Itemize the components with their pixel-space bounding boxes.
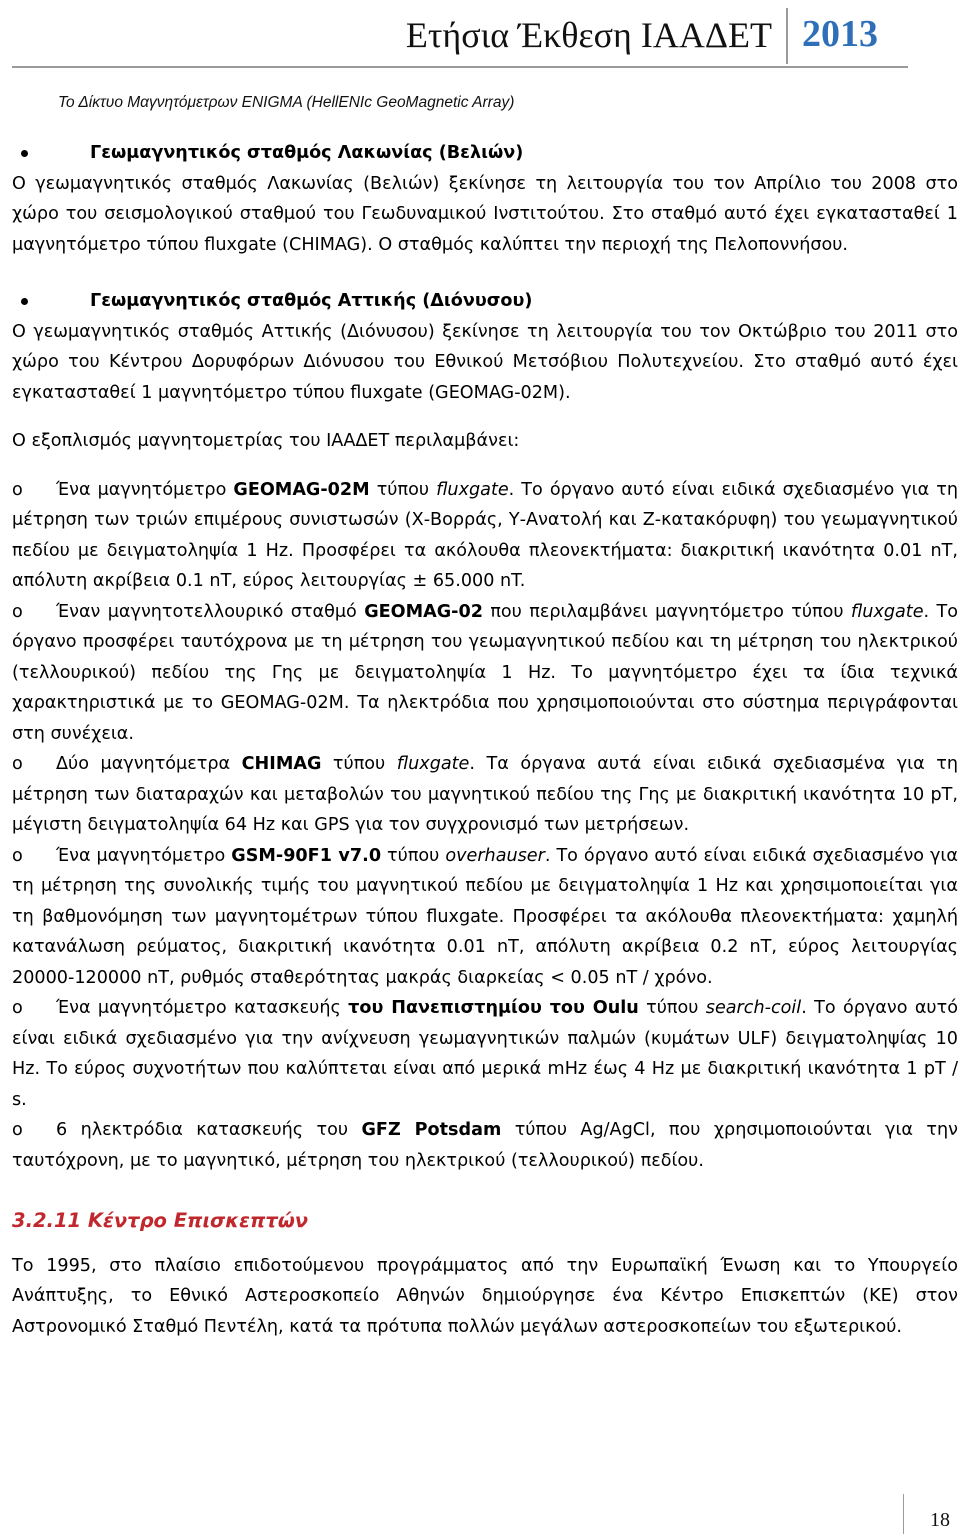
- station-attica-text: Ο γεωμαγνητικός σταθμός Αττικής (Διόνυσου) ξεκίνησε τη λειτουργία του τον Οκτώβριο του 2011 στο χώρο του Κέντρου Δορυφόρων Διόνυσου του Εθνικού Μετσόβιου Πολυτεχνείου. Στο σταθμό αυτό έχει εγκατασταθεί 1 μαγνητόμετρο τύπου fluxgate (GEOMAG-02M).: [12, 321, 958, 403]
- list-marker: o: [12, 479, 23, 500]
- equipment-item: o Ένα μαγνητόμετρο GSM-90F1 v7.0 τύπου overhauser. Το όργανο αυτό είναι ειδικά σχεδιασμένο για τη μέτρηση της συνολικής τιμής του μαγνητικού πεδίου με δειγματοληψία 1 Hz και χρησιμοποιείται για τη βαθμονόμηση των μαγνητομέτρων τύπου fluxgate. Προσφέρει τα ακόλουθα πλεονεκτήματα: χαμηλή κατανάλωση ρεύματος, διακριτική ικανότητα 0.01 nT, απόλυτη ακρίβεια 0.2 nT, εύρος λειτουργίας 20000-120000 nT, ρυθμός σταθερότητας μακράς διαρκείας < 0.05 nT / χρόνο.: [12, 841, 958, 994]
- equipment-item: o Έναν μαγνητοτελλουρικό σταθμό GEOMAG-02 που περιλαμβάνει μαγνητόμετρο τύπου fluxgate. Το όργανο προσφέρει ταυτόχρονα με τη μέτρηση του γεωμαγνητικού πεδίου και τη μέτρηση του ηλεκτρικού (τελλουρικού) πεδίου της Γης με δειγματοληψία 1 Hz. Το μαγνητόμετρο έχει τα ίδια τεχνικά χαρακτηριστικά με το GEOMAG-02M. Τα ηλεκτρόδια που χρησιμοποιούνται στο σύστημα περιγράφονται στη συνέχεια.: [12, 597, 958, 750]
- page-number: 18: [930, 1509, 950, 1531]
- page-header: [0, 0, 960, 68]
- station-attica-title: Γεωμαγνητικός σταθμός Αττικής (Διόνυσου): [12, 286, 958, 317]
- page-number-divider: [903, 1494, 904, 1534]
- station-laconia-text: Ο γεωμαγνητικός σταθμός Λακωνίας (Βελιών) ξεκίνησε τη λειτουργία του τον Απρίλιο του 2008 στο χώρο του σεισμολογικού σταθμού του Γεωδυναμικού Ινστιτούτου. Στο σταθμό αυτό έχει εγκατασταθεί 1 μαγνητόμετρο τύπου fluxgate (CHIMAG). Ο σταθμός καλύπτει την περιοχή της Πελοποννήσου.: [12, 173, 958, 255]
- report-year: 2013: [802, 13, 878, 55]
- figure-caption: Το Δίκτυο Μαγνητόμετρων ENIGMA (HellENIc GeoMagnetic Array): [58, 94, 515, 111]
- equipment-item: o Ένα μαγνητόμετρο GEOMAG-02M τύπου fluxgate. Το όργανο αυτό είναι ειδικά σχεδιασμένο για τη μέτρηση των τριών επιμέρους συνιστωσών (Χ-Βορράς, Υ-Ανατολή και Ζ-κατακόρυφη) του γεωμαγνητικού πεδίου με δειγματοληψία 1 Hz. Προσφέρει τα ακόλουθα πλεονεκτήματα: διακριτική ικανότητα 0.01 nT, απόλυτη ακρίβεια 0.1 nT, εύρος λειτουργίας ± 65.000 nT.: [12, 475, 958, 597]
- section-heading: 3.2.11 Κέντρο Επισκεπτών: [12, 1209, 309, 1232]
- list-marker: o: [12, 601, 23, 622]
- list-marker: o: [12, 754, 23, 774]
- list-marker: o: [12, 998, 23, 1018]
- list-marker: o: [12, 1120, 23, 1140]
- equipment-item: o 6 ηλεκτρόδια κατασκευής του GFZ Potsdam τύπου Ag/AgCl, που χρησιμοποιούνται για την ταυτόχρονη, με το μαγνητικό, μέτρηση του ηλεκτρικού (τελλουρικού) πεδίου.: [12, 1115, 958, 1176]
- body-content: [12, 138, 958, 1342]
- header-divider: [786, 8, 788, 64]
- header-rule: [12, 66, 908, 68]
- equipment-item: o Ένα μαγνητόμετρο κατασκευής του Πανεπιστημίου του Oulu τύπου search-coil. Το όργανο αυτό είναι ειδικά σχεδιασμένο για την ανίχνευση γεωμαγνητικών παλμών (κυμάτων ULF) δειγματοληψίας 10 Hz. Το εύρος συχνοτήτων που καλύπτεται είναι από μερικά mHz έως 4 Hz με διακριτική ικανότητα 1 pT / s.: [12, 993, 958, 1115]
- equipment-intro: Ο εξοπλισμός μαγνητομετρίας του ΙΑΑΔΕΤ περιλαμβάνει:: [12, 431, 520, 451]
- equipment-item: o Δύο μαγνητόμετρα CHIMAG τύπου fluxgate. Τα όργανα αυτά είναι ειδικά σχεδιασμένα για τη μέτρηση των διαταραχών και μεταβολών του μαγνητικού πεδίου της Γης με διακριτική ικανότητα 10 pT, μέγιστη δειγματοληψία 64 Hz και GPS για τον συγχρονισμό των μετρήσεων.: [12, 749, 958, 841]
- station-laconia-title: Γεωμαγνητικός σταθμός Λακωνίας (Βελιών): [12, 138, 958, 169]
- list-marker: o: [12, 845, 23, 866]
- report-title: Ετήσια Έκθεση ΙΑΑΔΕΤ: [405, 15, 772, 55]
- section-text: Το 1995, στο πλαίσιο επιδοτούμενου προγράμματος από την Ευρωπαϊκή Ένωση και το Υπουργείο Ανάπτυξης, το Εθνικό Αστεροσκοπείο Αθηνών δημιούργησε ένα Κέντρο Επισκεπτών (ΚΕ) στον Αστρονομικό Σταθμό Πεντέλη, κατά τα πρότυπα πολλών μεγάλων αστεροσκοπείων του εξωτερικού.: [12, 1255, 958, 1337]
